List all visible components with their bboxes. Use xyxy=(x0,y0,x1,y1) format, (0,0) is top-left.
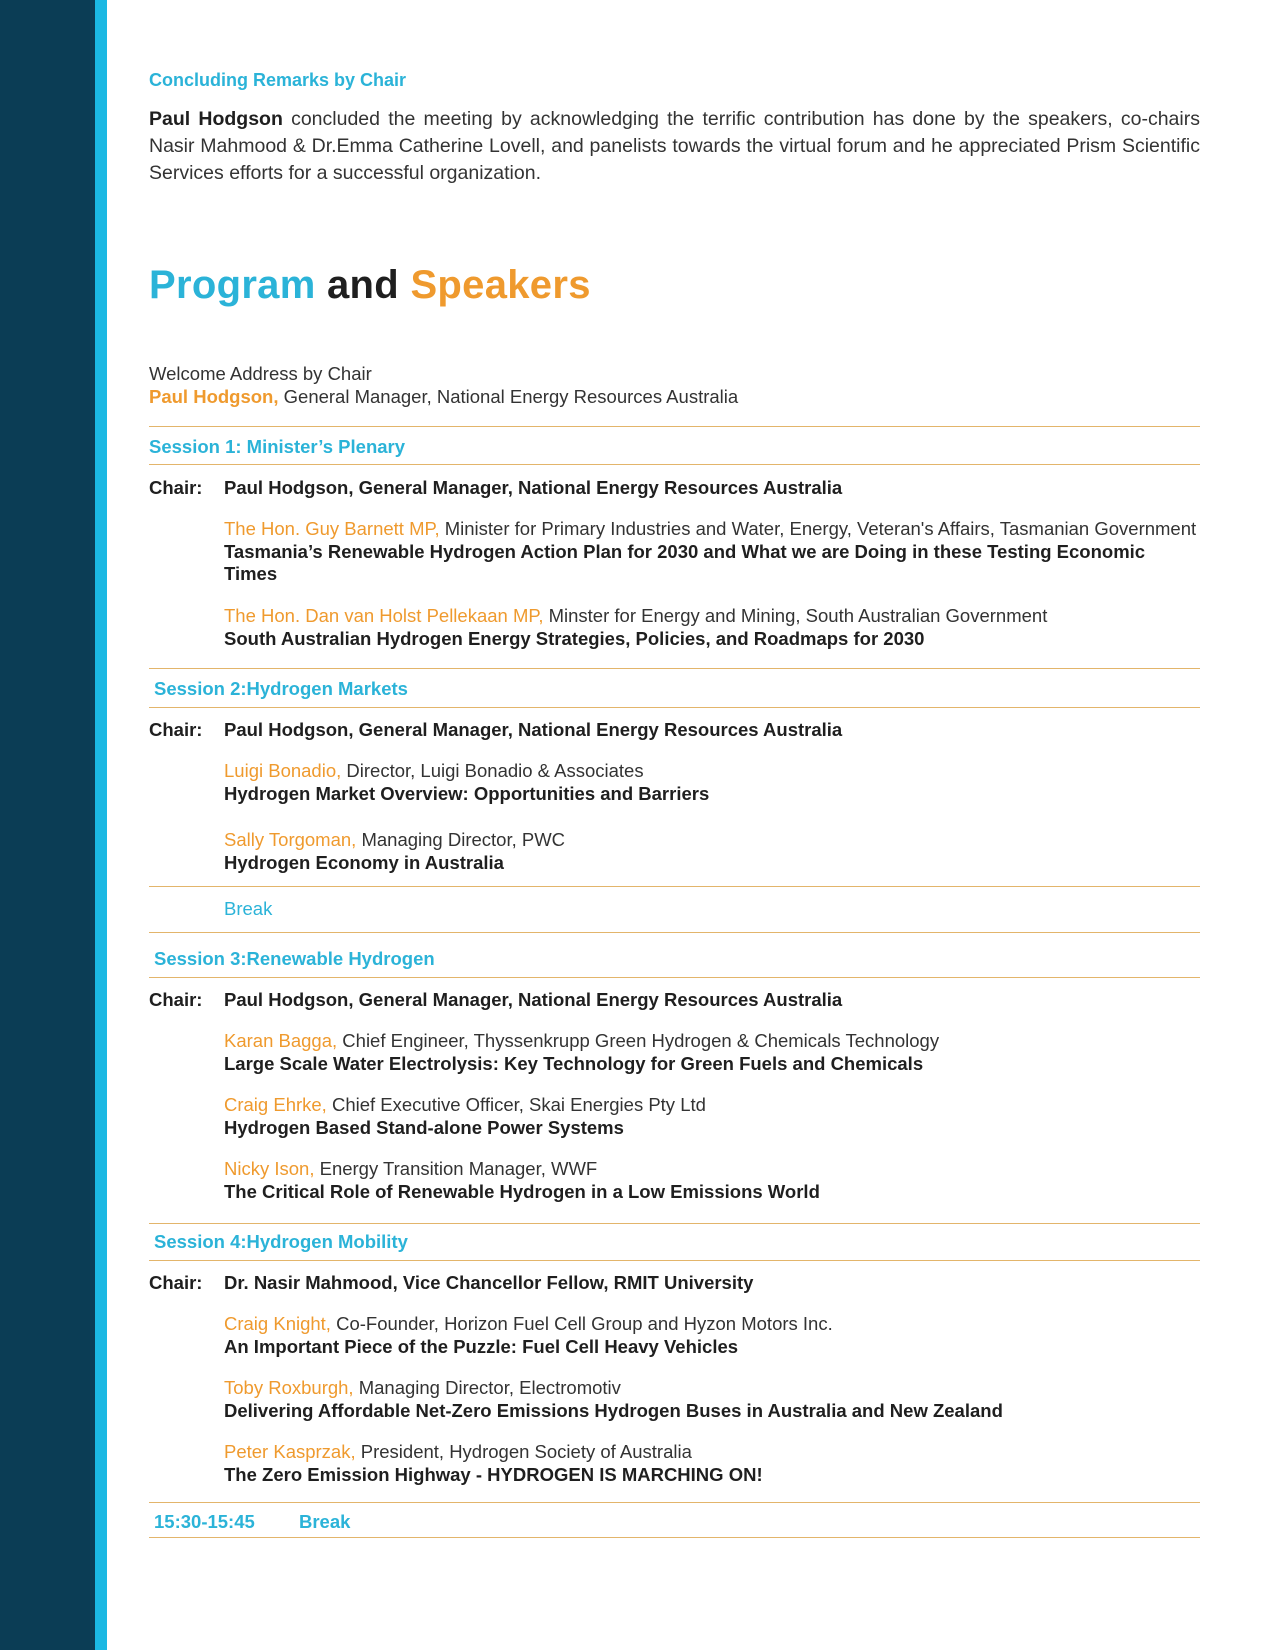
program-heading xyxy=(149,263,591,308)
talk-title: The Critical Role of Renewable Hydrogen in a Low Emissions World xyxy=(224,1180,820,1202)
speaker-role: Energy Transition Manager, WWF xyxy=(314,1158,598,1179)
speaker-role: President, Hydrogen Society of Australia xyxy=(355,1441,692,1462)
divider xyxy=(149,1223,1200,1224)
speaker-role: Managing Director, PWC xyxy=(356,829,566,850)
chair-name: Paul Hodgson, General Manager, National Energy Resources Australia xyxy=(224,477,843,498)
talk-title: South Australian Hydrogen Energy Strategies, Policies, and Roadmaps for 2030 xyxy=(224,627,925,649)
talk-title: The Zero Emission Highway - HYDROGEN IS MARCHING ON! xyxy=(224,1463,763,1485)
talk-title: Large Scale Water Electrolysis: Key Technology for Green Fuels and Chemicals xyxy=(224,1052,924,1074)
speaker-name: Peter Kasprzak, xyxy=(224,1441,356,1462)
divider xyxy=(149,1260,1200,1261)
divider xyxy=(149,464,1200,465)
speaker-name: Sally Torgoman, xyxy=(224,829,357,850)
speaker-role: Minster for Energy and Mining, South Australian Government xyxy=(543,605,1048,626)
speaker-entry xyxy=(224,829,1200,874)
divider xyxy=(149,426,1200,427)
remarks-text xyxy=(149,106,1200,187)
speaker-name: Craig Ehrke, xyxy=(224,1094,327,1115)
speaker-role: Co-Founder, Horizon Fuel Cell Group and Hyzon Motors Inc. xyxy=(330,1313,833,1334)
divider xyxy=(149,707,1200,708)
welcome-chair-role: General Manager, National Energy Resources Australia xyxy=(278,386,739,407)
speaker-entry xyxy=(224,1313,1200,1358)
welcome-address xyxy=(149,362,738,408)
speaker-name: Karan Bagga, xyxy=(224,1030,338,1051)
speaker-role: Chief Engineer, Thyssenkrupp Green Hydrogen & Chemicals Technology xyxy=(337,1030,940,1051)
chair-label: Chair: xyxy=(149,719,203,740)
chair-name: Dr. Nasir Mahmood, Vice Chancellor Fellow, RMIT University xyxy=(224,1272,754,1293)
speaker-role: Managing Director, Electromotiv xyxy=(353,1377,621,1398)
session-3-title: Session 3:Renewable Hydrogen xyxy=(154,948,435,969)
speaker-entry xyxy=(224,1094,1200,1139)
divider xyxy=(149,886,1200,887)
speaker-entry xyxy=(224,1158,1200,1203)
speaker-name: The Hon. Guy Barnett MP, xyxy=(224,518,440,539)
chair-label: Chair: xyxy=(149,477,203,498)
speaker-role: Minister for Primary Industries and Water, Energy, Veteran's Affairs, Tasmanian Government xyxy=(439,518,1197,539)
speaker-role: Director, Luigi Bonadio & Associates xyxy=(341,760,644,781)
speaker-entry xyxy=(224,518,1200,586)
divider xyxy=(149,1537,1200,1538)
divider xyxy=(149,977,1200,978)
divider xyxy=(149,1502,1200,1503)
heading-program: Program xyxy=(149,263,316,307)
speaker-entry xyxy=(224,1030,1200,1075)
speaker-entry xyxy=(224,605,1200,650)
heading-speakers: Speakers xyxy=(410,263,591,307)
speaker-name: Toby Roxburgh, xyxy=(224,1377,354,1398)
break-label: Break xyxy=(299,1511,351,1532)
break-label: Break xyxy=(224,898,273,919)
remarks-body: concluded the meeting by acknowledging the terrific contribution has done by the speakers, co-chairs Nasir Mahmood & Dr.Emma Catherine Lovell, and panelists towards the virtual forum and he appreciated Prism Scientific Services efforts for a successful organization. xyxy=(149,108,1200,184)
heading-and: and xyxy=(327,263,400,307)
session-1-title: Session 1: Minister’s Plenary xyxy=(149,436,406,457)
divider xyxy=(149,932,1200,933)
sidebar-dark-stripe xyxy=(0,0,95,1650)
speaker-entry xyxy=(224,1441,1200,1486)
speaker-name: Luigi Bonadio, xyxy=(224,760,342,781)
welcome-title: Welcome Address by Chair xyxy=(149,363,372,384)
chair-name: Paul Hodgson, General Manager, National Energy Resources Australia xyxy=(224,719,843,740)
speaker-entry xyxy=(224,1377,1200,1422)
final-break xyxy=(154,1511,351,1533)
talk-title: Tasmania’s Renewable Hydrogen Action Plan for 2030 and What we are Doing in these Testing Economic Times xyxy=(224,540,1146,584)
talk-title: Hydrogen Market Overview: Opportunities and Barriers xyxy=(224,782,710,804)
remarks-lead-name: Paul Hodgson xyxy=(149,108,283,130)
welcome-chair xyxy=(149,385,738,408)
speaker-name: Nicky Ison, xyxy=(224,1158,315,1179)
welcome-chair-name: Paul Hodgson, xyxy=(149,386,279,407)
talk-title: Hydrogen Economy in Australia xyxy=(224,851,504,873)
remarks-title: Concluding Remarks by Chair xyxy=(149,70,407,90)
divider xyxy=(149,668,1200,669)
session-2-title: Session 2:Hydrogen Markets xyxy=(154,678,408,699)
talk-title: Delivering Affordable Net-Zero Emissions Hydrogen Buses in Australia and New Zealand xyxy=(224,1399,1003,1421)
talk-title: An Important Piece of the Puzzle: Fuel Cell Heavy Vehicles xyxy=(224,1335,739,1357)
speaker-role: Chief Executive Officer, Skai Energies Pty Ltd xyxy=(326,1094,706,1115)
talk-title: Hydrogen Based Stand-alone Power Systems xyxy=(224,1116,624,1138)
sidebar-light-stripe xyxy=(95,0,107,1650)
chair-label: Chair: xyxy=(149,1272,203,1293)
speaker-name: The Hon. Dan van Holst Pellekaan MP, xyxy=(224,605,544,626)
chair-label: Chair: xyxy=(149,989,203,1010)
speaker-entry xyxy=(224,760,1200,805)
break-time: 15:30-15:45 xyxy=(154,1511,255,1532)
chair-name: Paul Hodgson, General Manager, National Energy Resources Australia xyxy=(224,989,843,1010)
session-4-title: Session 4:Hydrogen Mobility xyxy=(154,1231,408,1252)
speaker-name: Craig Knight, xyxy=(224,1313,331,1334)
